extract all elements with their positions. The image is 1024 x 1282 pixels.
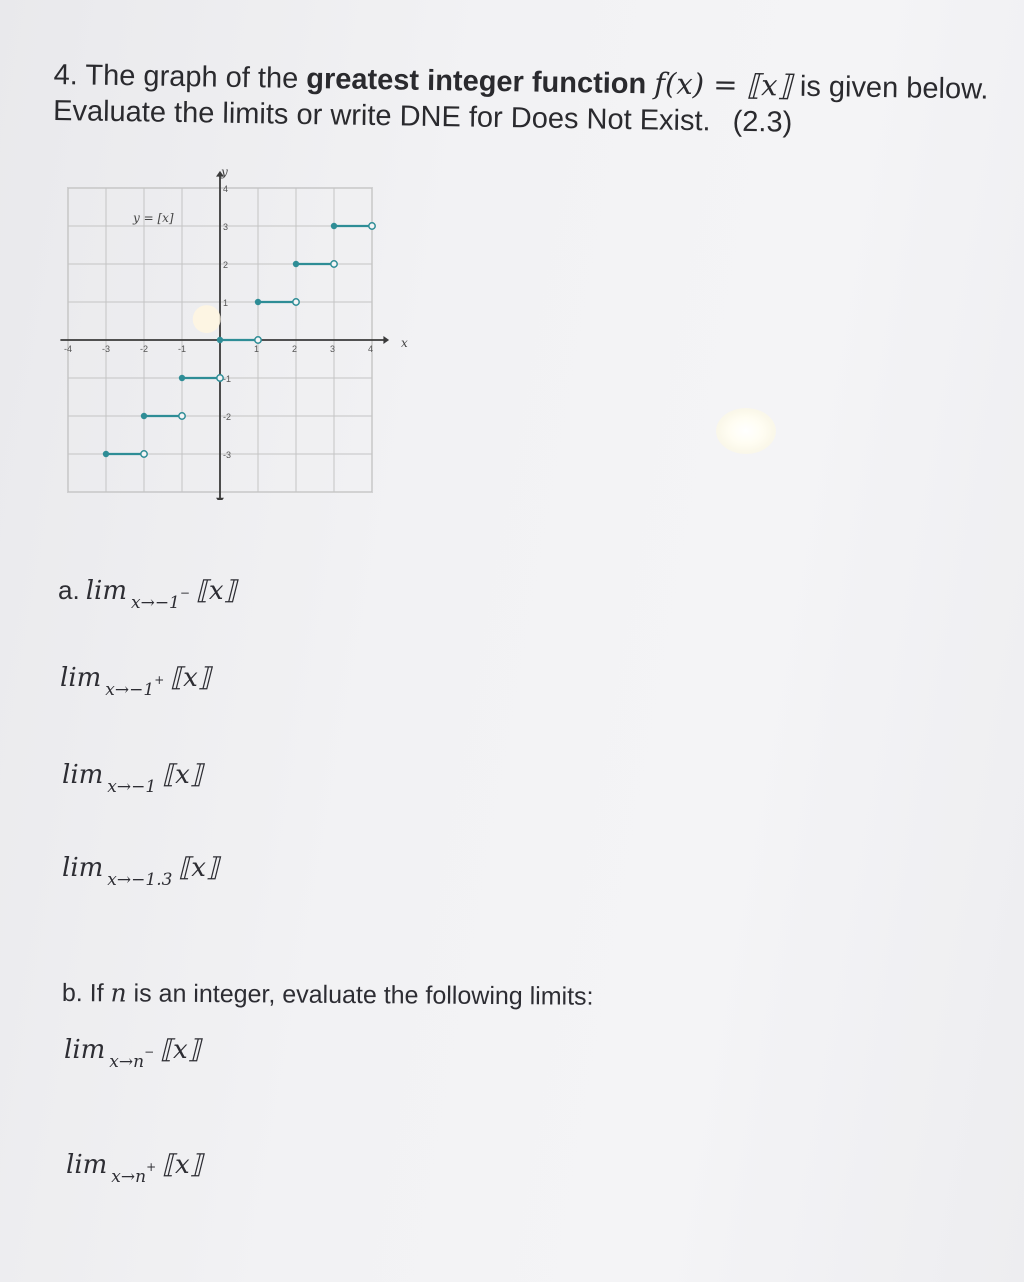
x-tick-label: 2 <box>292 344 298 354</box>
x-tick-label: -3 <box>102 344 111 354</box>
y-tick-label: -3 <box>223 450 232 460</box>
y-axis-label: y <box>221 165 228 179</box>
question-header <box>53 56 1004 144</box>
graph-glare <box>193 305 221 333</box>
x-tick-label: 3 <box>330 344 336 354</box>
question-after: is given below. <box>799 70 989 106</box>
part-b-prompt: b. If n is an integer, evaluate the following limits: <box>61 978 594 1011</box>
y-tick-label: 3 <box>223 222 229 232</box>
part-a-label: a. <box>58 575 80 605</box>
section-reference: (2.3) <box>732 105 793 139</box>
question-instructions: Evaluate the limits or write DNE for Does Not Exist. <box>52 94 711 138</box>
open-endpoint <box>369 223 375 229</box>
closed-endpoint <box>179 375 185 381</box>
limit-b2: lim $_{x\to n^+}$ ⟦x⟧ <box>66 1150 203 1187</box>
y-tick-label: 1 <box>223 298 229 308</box>
x-axis-label: x <box>401 336 408 350</box>
limit-a4: lim $_{x\to-1.3}$ ⟦x⟧ <box>62 853 219 890</box>
graph-equation-label: y = [x] <box>133 211 174 225</box>
y-tick-label: 2 <box>223 260 229 270</box>
question-number: 4. <box>53 58 79 92</box>
question-bold-term: greatest integer function <box>306 62 647 101</box>
closed-endpoint <box>331 223 337 229</box>
open-endpoint <box>331 261 337 267</box>
y-tick-label: -1 <box>223 374 232 384</box>
y-tick-label: -2 <box>223 412 232 422</box>
x-tick-label: 4 <box>368 344 374 354</box>
closed-endpoint <box>255 299 261 305</box>
screen-glare <box>716 408 776 454</box>
y-tick-label: 4 <box>223 184 229 194</box>
open-endpoint <box>255 337 261 343</box>
closed-endpoint <box>293 261 299 267</box>
variable-n: n <box>110 978 127 1008</box>
limit-a3: lim $_{x\to-1}$ ⟦x⟧ <box>62 760 203 797</box>
y-axis-arrow-down <box>216 498 224 500</box>
open-endpoint <box>217 375 223 381</box>
closed-endpoint <box>217 337 223 343</box>
closed-endpoint <box>103 451 109 457</box>
closed-endpoint <box>141 413 147 419</box>
open-endpoint <box>179 413 185 419</box>
question-intro: The graph of the <box>85 59 299 95</box>
open-endpoint <box>141 451 147 457</box>
x-tick-label: -4 <box>64 344 73 354</box>
x-tick-label: 1 <box>254 344 260 354</box>
limit-a1: a. lim $_{x\to-1^-}$ ⟦x⟧ <box>58 575 237 613</box>
limit-b1: lim $_{x\to n^-}$ ⟦x⟧ <box>64 1035 201 1072</box>
function-notation: f(x) = ⟦x⟧ <box>654 66 793 103</box>
x-tick-label: -2 <box>140 344 149 354</box>
x-tick-label: -1 <box>178 344 187 354</box>
limit-a2: lim $_{x\to-1^+}$ ⟦x⟧ <box>60 663 211 700</box>
x-axis-arrow <box>383 336 389 344</box>
open-endpoint <box>293 299 299 305</box>
greatest-integer-graph <box>55 160 415 500</box>
